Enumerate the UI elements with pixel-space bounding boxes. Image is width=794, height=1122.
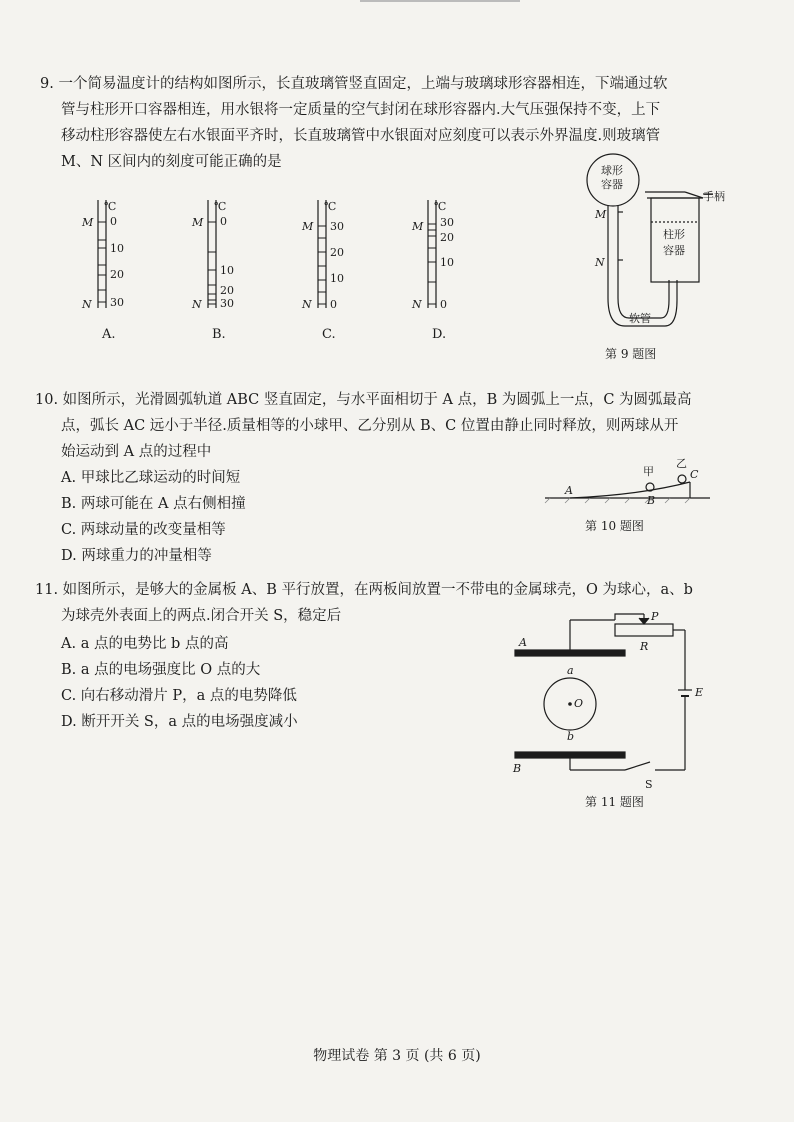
q11-fig-a-plate: A [519, 636, 527, 649]
q10-option-d: D. 两球重力的冲量相等 [61, 548, 212, 564]
q9-d-n: N [412, 298, 422, 311]
q9-fig-cyl-label: 柱形 [663, 228, 685, 241]
q9-fig-handle-label: 手柄 [703, 190, 725, 203]
q9-scale-options [60, 190, 480, 350]
q10-fig-caption: 第 10 题图 [585, 519, 644, 533]
q11-fig-caption: 第 11 题图 [585, 795, 644, 809]
q10-track-figure [540, 450, 720, 540]
q9-fig-sphere-label-2: 容器 [601, 178, 623, 191]
q9-b-m: M [192, 216, 204, 229]
q9-scale-c [301, 200, 344, 342]
q9-fig-m: M [595, 208, 607, 221]
q9-d-opt: D. [432, 327, 447, 342]
q9-c-l0: 30 [330, 220, 344, 233]
q11-option-c: C. 向右移动滑片 P，a 点的电势降低 [61, 688, 297, 704]
q9-b-unit: ℃ [214, 200, 227, 213]
q9-fig-tube-label: 软管 [629, 312, 651, 325]
q9-a-l1: 10 [110, 242, 124, 255]
q9-fig-sphere-label: 球形 [601, 164, 623, 177]
q9-d-m: M [412, 220, 424, 233]
q9-c-n: N [302, 298, 312, 311]
q9-a-m: M [82, 216, 94, 229]
q10-line-2: 点，弧长 AC 远小于半径.质量相等的小球甲、乙分别从 B、C 位置由静止同时释放，则两球从开 [61, 418, 679, 434]
q10-fig-c: C [690, 468, 699, 481]
q9-c-l2: 10 [330, 272, 344, 285]
q10-line-3: 始运动到 A 点的过程中 [61, 444, 212, 460]
q9-d-l3: 0 [440, 298, 447, 311]
q10-fig-yi: 乙 [676, 457, 687, 470]
q11-fig-p: P [651, 610, 659, 623]
q10-fig-jia: 甲 [643, 465, 654, 478]
q9-a-n: N [82, 298, 92, 311]
q9-line-3: 移动柱形容器使左右水银面平齐时，长直玻璃管中水银面对应刻度可以表示外界温度.则玻璃管 [61, 128, 661, 144]
q9-d-l2: 10 [440, 256, 454, 269]
q9-a-l3: 30 [110, 296, 124, 309]
q9-fig-cyl-label-2: 容器 [663, 244, 685, 257]
q9-b-opt: B. [212, 327, 226, 342]
q11-line-1: 11. 如图所示，是够大的金属板 A、B 平行放置，在两板间放置一不带电的金属球壳，O 为球心，a、b [35, 582, 693, 598]
q9-a-unit: ℃ [104, 200, 117, 213]
q9-d-l0: 30 [440, 216, 454, 229]
q9-b-n: N [192, 298, 202, 311]
q9-d-unit: ℃ [434, 200, 447, 213]
q10-fig-a: A [565, 484, 573, 497]
q9-a-l0: 0 [110, 215, 117, 228]
q9-line-4: M、N 区间内的刻度可能正确的是 [61, 154, 282, 170]
q10-line-1: 10. 如图所示，光滑圆弧轨道 ABC 竖直固定，与水平面相切于 A 点，B 为圆弧上一点，C 为圆弧最高 [35, 392, 692, 408]
q11-option-d: D. 断开开关 S，a 点的电场强度减小 [61, 714, 298, 730]
q11-option-b: B. a 点的电场强度比 O 点的大 [61, 662, 261, 678]
q9-c-l1: 20 [330, 246, 344, 259]
q9-c-opt: C. [322, 327, 336, 342]
q11-fig-b-plate: B [513, 762, 522, 775]
q9-fig-n: N [595, 256, 605, 269]
q11-fig-o: O [574, 697, 584, 710]
q11-fig-r: R [640, 640, 649, 653]
q9-c-l3: 0 [330, 298, 337, 311]
q9-line-1: 9. 一个简易温度计的结构如图所示，长直玻璃管竖直固定，上端与玻璃球形容器相连，下端通过软 [40, 76, 668, 92]
q11-fig-point-b: b [567, 730, 575, 743]
q9-b-l0: 0 [220, 215, 227, 228]
q10-option-a: A. 甲球比乙球运动的时间短 [61, 470, 241, 486]
q10-fig-b: B [647, 494, 656, 507]
q9-b-l2: 20 [220, 284, 234, 297]
q10-option-c: C. 两球动量的改变量相等 [61, 522, 226, 538]
q9-fig-caption: 第 9 题图 [605, 347, 657, 361]
q9-d-l1: 20 [440, 231, 454, 244]
q11-fig-s: S [645, 778, 653, 791]
q11-fig-point-a: a [567, 664, 574, 677]
q9-c-unit: ℃ [324, 200, 337, 213]
q9-scale-b [191, 200, 234, 342]
q9-c-m: M [302, 220, 314, 233]
q11-line-2: 为球壳外表面上的两点.闭合开关 S，稳定后 [61, 608, 342, 624]
q11-circuit-figure [505, 610, 725, 810]
page-footer: 物理试卷 第 3 页 (共 6 页) [313, 1048, 481, 1064]
q10-option-b: B. 两球可能在 A 点右侧相撞 [61, 496, 246, 512]
q9-scale-d [411, 200, 454, 342]
q9-a-opt: A. [102, 327, 116, 342]
q9-a-l2: 20 [110, 268, 124, 281]
q9-line-2: 管与柱形开口容器相连，用水银将一定质量的空气封闭在球形容器内.大气压强保持不变，上下 [61, 102, 661, 118]
q9-b-l1: 10 [220, 264, 234, 277]
top-rule [360, 0, 520, 2]
q11-option-a: A. a 点的电势比 b 点的高 [61, 636, 229, 652]
q9-scale-a [81, 200, 124, 342]
q9-b-l3: 30 [220, 297, 234, 310]
q9-apparatus-figure [575, 150, 735, 370]
q11-fig-e: E [695, 686, 704, 699]
